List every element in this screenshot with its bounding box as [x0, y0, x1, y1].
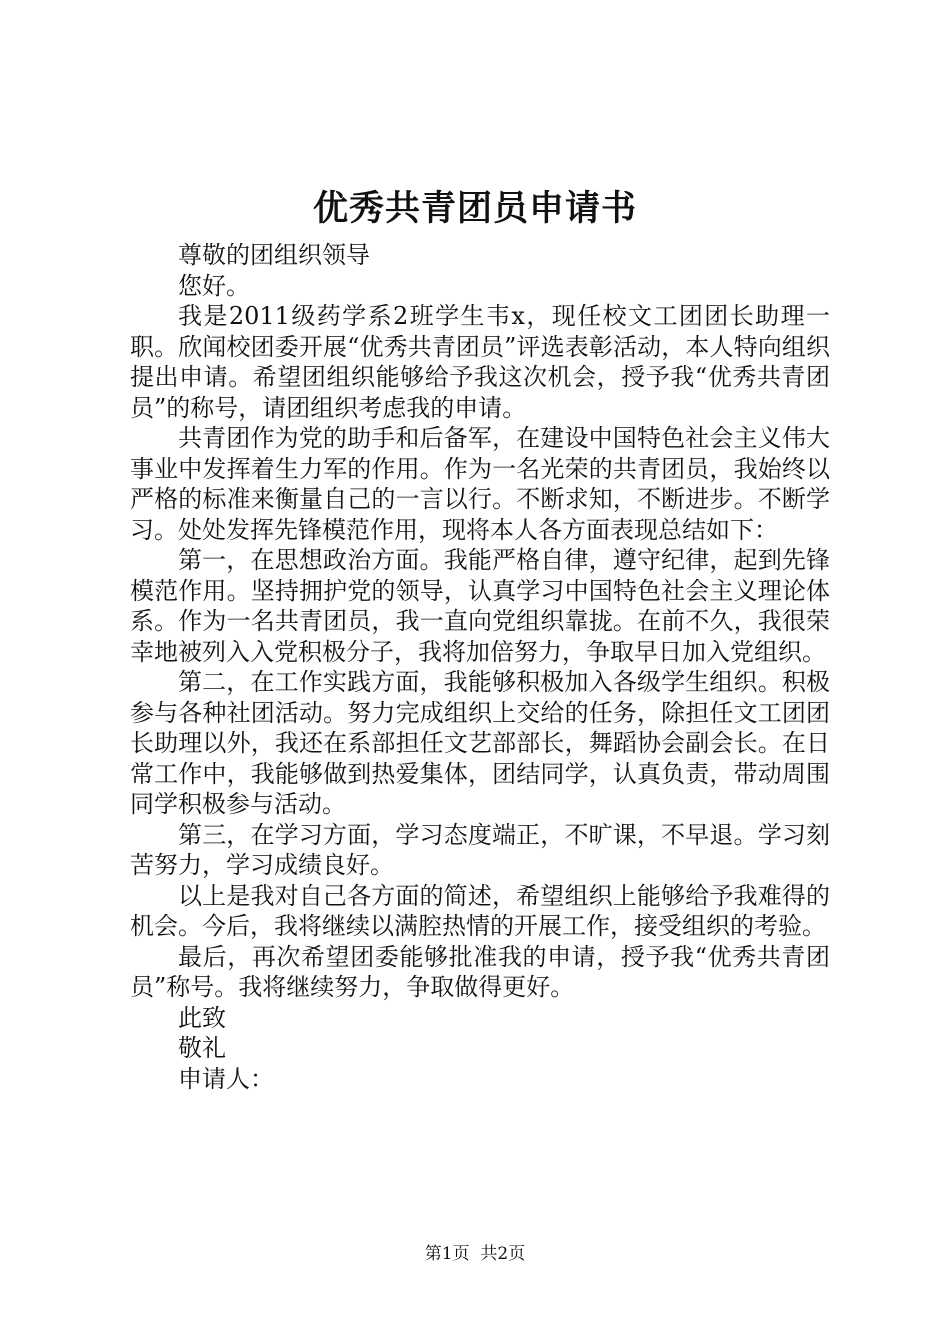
document-title: 优秀共青团员申请书 — [312, 188, 637, 229]
applicant-signature-label: 申请人： — [178, 1064, 274, 1093]
greeting: 您好。 — [178, 271, 250, 300]
page-number: 第1页 — [424, 1244, 470, 1264]
closing-jingli: 敬礼 — [178, 1034, 226, 1062]
document-body — [130, 240, 830, 1094]
page-total: 共2页 — [480, 1244, 526, 1264]
paragraph-introduction: 我是2011级药学系2班学生韦x，现任校文工团团长助理一职。欣闻校团委开展“优秀共青团员”评选表彰活动，本人特向组织提出申请。希望团组织能够给予我这次机会，授予我“优秀共青团员”的称号，请团组织考虑我的申请。 — [130, 302, 830, 422]
paragraph-closing: 最后，再次希望团委能够批准我的申请，授予我“优秀共青团员”称号。我将继续努力，争取做得更好。 — [130, 942, 830, 1001]
paragraph-summary: 以上是我对自己各方面的简述，希望组织上能够给予我难得的机会。今后，我将继续以满腔热情的开展工作，接受组织的考验。 — [130, 881, 830, 940]
page-footer — [0, 1243, 950, 1265]
paragraph-background: 共青团作为党的助手和后备军，在建设中国特色社会主义伟大事业中发挥着生力军的作用。作为一名光荣的共青团员，我始终以严格的标准来衡量自己的一言以行。不断求知，不断进步。不断学习。处处发挥先锋模范作用，现将本人各方面表现总结如下： — [130, 424, 830, 544]
paragraph-politics: 第一，在思想政治方面。我能严格自律，遵守纪律，起到先锋模范作用。坚持拥护党的领导，认真学习中国特色社会主义理论体系。作为一名共青团员，我一直向党组织靠拢。在前不久，我很荣幸地被列入入党积极分子，我将加倍努力，争取早日加入党组织。 — [130, 546, 830, 666]
paragraph-work: 第二，在工作实践方面，我能够积极加入各级学生组织。积极参与各种社团活动。努力完成组织上交给的任务，除担任文工团团长助理以外，我还在系部担任文艺部部长，舞蹈协会副会长。在日常工作中，我能够做到热爱集体，团结同学，认真负责，带动周围同学积极参与活动。 — [130, 668, 830, 818]
paragraph-study: 第三，在学习方面，学习态度端正，不旷课，不早退。学习刻苦努力，学习成绩良好。 — [130, 820, 830, 879]
closing-cizhi: 此致 — [178, 1003, 226, 1032]
salutation: 尊敬的团组织领导 — [178, 241, 370, 269]
